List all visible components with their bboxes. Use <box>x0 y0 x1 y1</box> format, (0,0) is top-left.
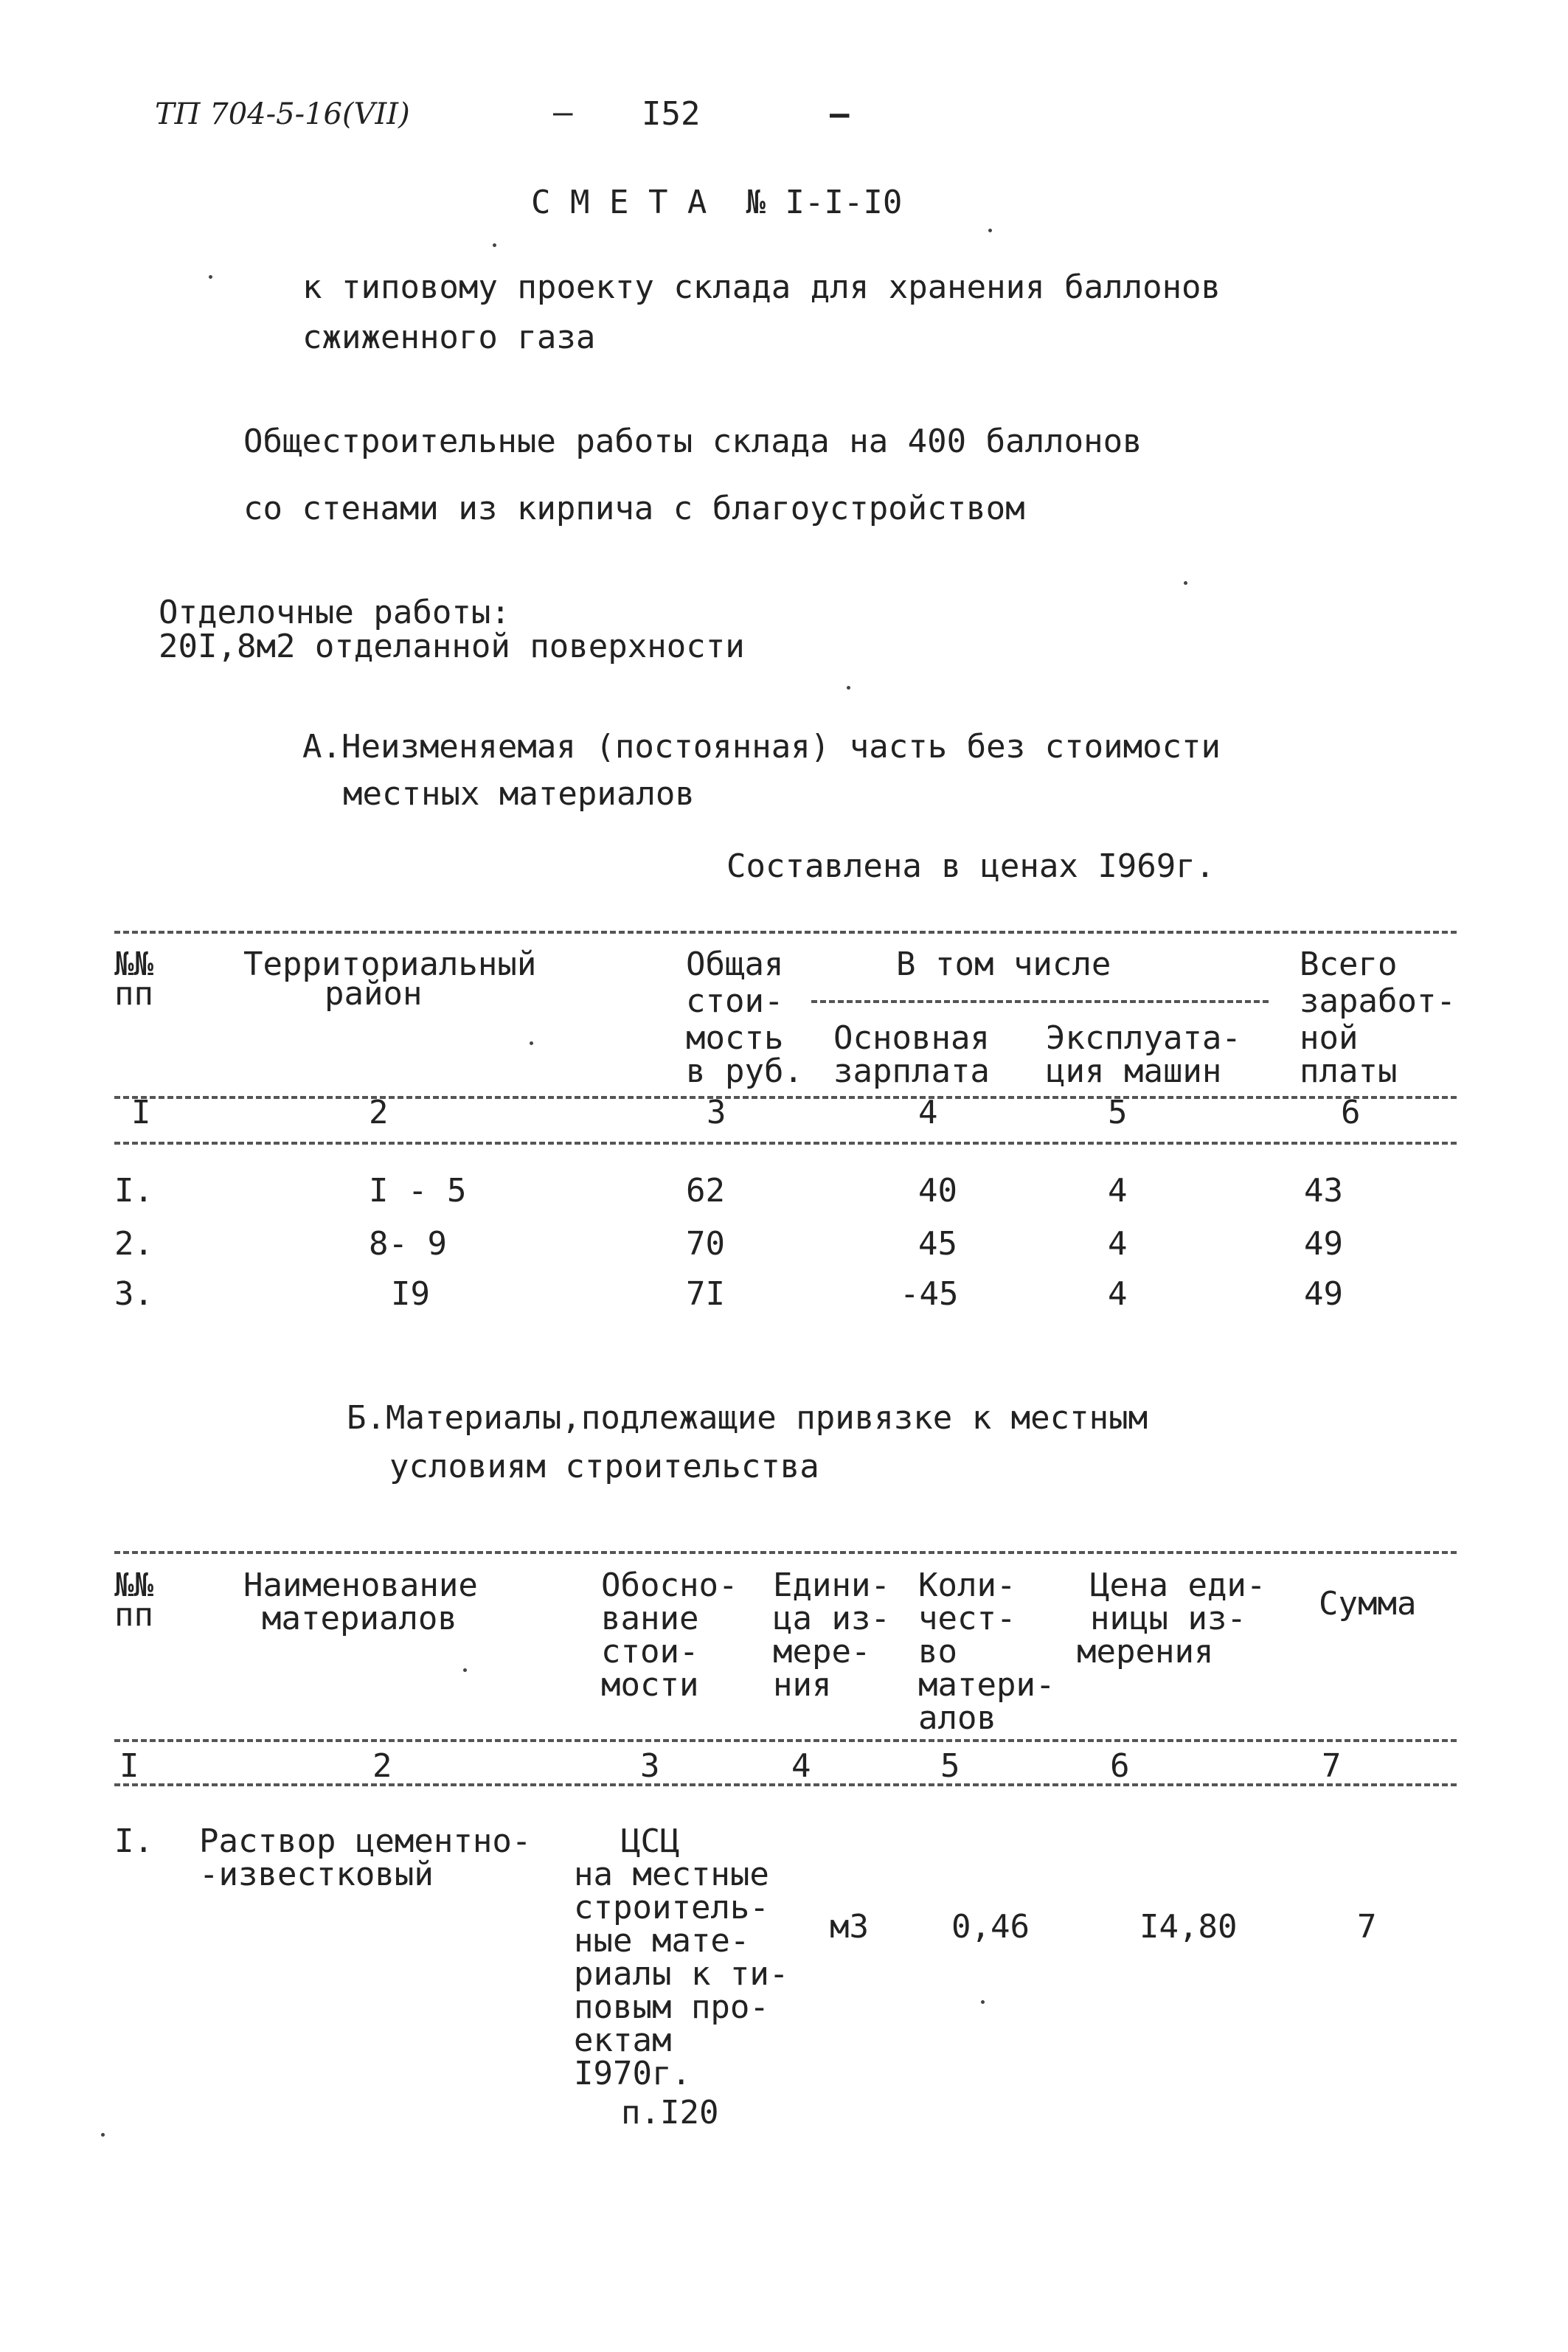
column-number: 6 <box>1110 1747 1130 1785</box>
header-basis: мости <box>601 1666 699 1704</box>
table-rule <box>114 1551 1457 1554</box>
row-total: 62 <box>686 1172 725 1210</box>
header-quantity: во <box>918 1633 957 1671</box>
header-dash: – <box>830 95 850 133</box>
header-unit: ния <box>773 1666 832 1704</box>
table-rule <box>114 1783 1457 1786</box>
works-type: Отделочные работы: <box>159 594 510 631</box>
header-num: пп <box>114 975 153 1013</box>
work-description: со стенами из кирпича с благоустройством <box>243 490 1025 527</box>
header-total-salary: ной <box>1300 1019 1359 1057</box>
row-number: 2. <box>114 1225 153 1263</box>
table-rule <box>114 1142 1457 1145</box>
row-unit: м3 <box>830 1908 869 1946</box>
header-total: мость <box>686 1019 784 1057</box>
scan-speck <box>101 2133 105 2137</box>
estimate-title: С М Е Т А № I-I-I0 <box>531 184 903 221</box>
page-number: I52 <box>642 95 701 133</box>
column-number: 3 <box>707 1094 726 1131</box>
column-number: 2 <box>372 1747 392 1785</box>
row-unit-price: I4,80 <box>1139 1908 1238 1946</box>
row-number: I. <box>114 1172 153 1210</box>
header-quantity: чест- <box>918 1600 1016 1637</box>
section-b-title: условиям строительства <box>389 1448 819 1485</box>
row-quantity: 0,46 <box>951 1908 1030 1946</box>
header-material-name: Наименование <box>243 1567 478 1604</box>
row-salary: 40 <box>918 1172 957 1210</box>
row-district: I - 5 <box>369 1172 467 1210</box>
header-quantity: матери- <box>918 1666 1055 1704</box>
work-description: Общестроительные работы склада на 400 баллонов <box>243 423 1142 460</box>
header-quantity: Коли- <box>918 1567 1016 1604</box>
header-num: №№ <box>114 946 153 983</box>
row-district: I9 <box>391 1275 430 1313</box>
column-number: 7 <box>1322 1747 1342 1785</box>
header-sum: Сумма <box>1319 1585 1417 1623</box>
row-basis: риалы к ти- <box>574 1955 789 1993</box>
scan-speck <box>463 1668 467 1672</box>
row-machines: 4 <box>1108 1172 1128 1210</box>
column-number: 4 <box>918 1094 938 1131</box>
row-salary: 45 <box>918 1225 957 1263</box>
document-code: ТП 704-5-16(VII) <box>155 97 410 131</box>
header-basis: стои- <box>601 1633 699 1671</box>
header-basis: вание <box>601 1600 699 1637</box>
scan-speck <box>1184 581 1187 585</box>
row-basis: ные мате- <box>574 1922 750 1960</box>
header-unit-price: мерения <box>1077 1633 1214 1671</box>
header-unit: Едини- <box>773 1567 890 1604</box>
table-rule <box>811 1000 1269 1003</box>
header-district: Территориальный <box>243 946 537 983</box>
header-quantity: алов <box>918 1699 996 1737</box>
column-number: I <box>119 1747 139 1785</box>
estimate-subtitle: сжиженного газа <box>302 319 596 356</box>
header-unit-price: Цена еди- <box>1090 1567 1266 1604</box>
row-basis: ектам <box>574 2022 672 2059</box>
row-machines: 4 <box>1108 1275 1128 1313</box>
header-unit: ца из- <box>773 1600 890 1637</box>
row-basis: ЦСЦ <box>621 1822 680 1860</box>
column-number: 3 <box>640 1747 660 1785</box>
row-total-salary: 49 <box>1304 1225 1343 1263</box>
scan-speck <box>530 1041 533 1045</box>
scan-speck <box>981 2000 985 2004</box>
header-total-salary: Всего <box>1300 946 1398 983</box>
row-total: 70 <box>686 1225 725 1263</box>
header-material-name: материалов <box>262 1600 457 1637</box>
section-b-title: Б.Материалы,подлежащие привязке к местным <box>347 1399 1148 1437</box>
row-sum: 7 <box>1357 1908 1377 1946</box>
header-unit-price: ницы из- <box>1090 1600 1246 1637</box>
row-salary: -45 <box>900 1275 959 1313</box>
scan-speck <box>988 229 992 232</box>
row-total: 7I <box>686 1275 725 1313</box>
estimate-subtitle: к типовому проекту склада для хранения баллонов <box>302 268 1221 306</box>
scan-speck <box>209 275 212 279</box>
row-material-name: Раствор цементно- <box>199 1822 532 1860</box>
row-basis: строитель- <box>574 1889 769 1926</box>
row-basis: на местные <box>574 1856 769 1893</box>
row-number: I. <box>114 1822 153 1860</box>
scan-speck <box>847 686 850 690</box>
column-number: 2 <box>369 1094 389 1131</box>
row-district: 8- 9 <box>369 1225 447 1263</box>
section-a-title: А.Неизменяемая (постоянная) часть без стоимости <box>302 728 1221 766</box>
header-total: стои- <box>686 982 784 1020</box>
row-total-salary: 49 <box>1304 1275 1343 1313</box>
table-rule <box>114 1739 1457 1742</box>
row-basis: п.I20 <box>621 2094 719 2131</box>
header-machines: ция машин <box>1046 1052 1222 1090</box>
row-number: 3. <box>114 1275 153 1313</box>
column-number: 5 <box>940 1747 960 1785</box>
header-total: Общая <box>686 946 784 983</box>
header-total-salary: платы <box>1300 1052 1398 1090</box>
scan-speck <box>493 243 496 247</box>
row-machines: 4 <box>1108 1225 1128 1263</box>
header-total-salary: заработ- <box>1300 982 1456 1020</box>
column-number: 4 <box>791 1747 811 1785</box>
row-material-name: -известковый <box>199 1856 434 1893</box>
header-total: в руб. <box>686 1052 803 1090</box>
price-basis: Составлена в ценах I969г. <box>726 847 1215 885</box>
column-number: 5 <box>1108 1094 1128 1131</box>
header-basis: Обосно- <box>601 1567 738 1604</box>
header-unit: мере- <box>773 1633 871 1671</box>
header-district: район <box>325 975 423 1013</box>
header-salary: зарплата <box>833 1052 990 1090</box>
column-number: 6 <box>1341 1094 1361 1131</box>
header-including: В том числе <box>896 946 1111 983</box>
row-basis: I970г. <box>574 2055 691 2092</box>
header-salary: Основная <box>833 1019 990 1057</box>
table-rule <box>114 1096 1457 1099</box>
header-num: пп <box>114 1596 153 1634</box>
header-machines: Эксплуата- <box>1046 1019 1241 1057</box>
row-basis: повым про- <box>574 1988 769 2026</box>
row-total-salary: 43 <box>1304 1172 1343 1210</box>
column-number: I <box>131 1094 151 1131</box>
section-a-title: местных материалов <box>343 775 695 813</box>
header-num: №№ <box>114 1567 153 1604</box>
works-volume: 20I,8м2 отделанной поверхности <box>159 628 745 665</box>
table-rule <box>114 931 1457 934</box>
header-dash: – <box>553 94 573 131</box>
